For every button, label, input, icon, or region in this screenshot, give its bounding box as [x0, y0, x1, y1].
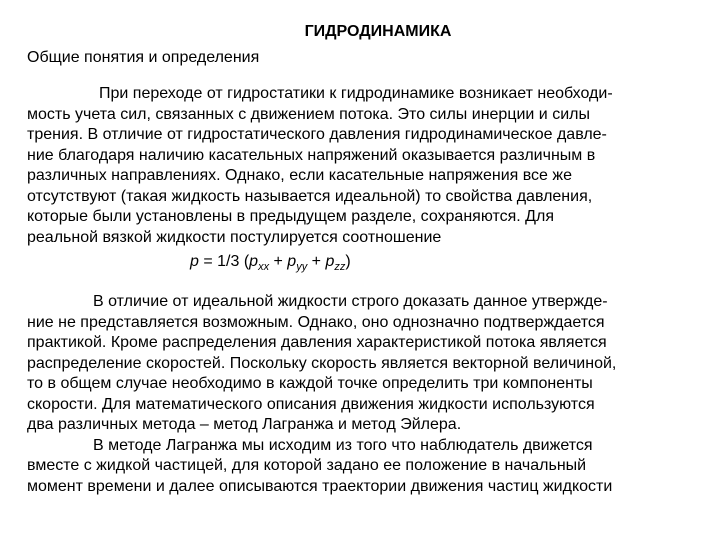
text-line: ние не представляется возможным. Однако, оно однозначно подтверждается: [27, 313, 605, 331]
text-line: два различных метода – метод Лагранжа и метод Эйлера.: [27, 416, 462, 433]
formula-subscript: xx: [258, 261, 270, 274]
formula-close: ): [345, 253, 351, 270]
formula-plus: +: [269, 253, 288, 270]
text-line: вместе с жидкой частицей, для которой задано ее положение в начальный: [27, 457, 587, 474]
formula-lhs: p: [190, 253, 199, 270]
paragraph-lagrange: [27, 436, 697, 498]
page-title: ГИДРОДИНАМИКА: [304, 23, 452, 40]
formula-eq: = 1/3 (: [198, 253, 250, 270]
formula-term: p: [287, 253, 297, 270]
formula-plus: +: [307, 253, 326, 270]
text-line: отсутствуют (такая жидкость называется идеальной) то свойства давления,: [27, 187, 593, 205]
text-line: скорости. Для математического описания движения жидкости используются: [27, 395, 595, 413]
text-line: реальной вязкой жидкости постулируется соотношение: [27, 228, 442, 246]
formula-subscript: yy: [296, 261, 308, 274]
text-line: то в общем случае необходимо в каждой точке определить три компоненты: [27, 375, 593, 392]
text-line: В отличие от идеальной жидкости строго доказать данное утвержде-: [93, 293, 608, 310]
paragraph-body: [27, 292, 697, 497]
text-line: которые были установлены в предыдущем разделе, сохраняются. Для: [27, 208, 555, 225]
paragraph-intro: [27, 84, 697, 248]
text-line: различных направлениях. Однако, если касательные напряжения все же: [27, 167, 572, 184]
pressure-formula: [190, 252, 351, 277]
text-line: При переходе от гидростатики к гидродинамике возникает необходи-: [99, 85, 613, 102]
text-line: мость учета сил, связанных с движением потока. Это силы инерции и силы: [27, 105, 590, 123]
text-line: распределение скоростей. Поскольку скорость является векторной величиной,: [27, 354, 617, 372]
section-subtitle: Общие понятия и определения: [27, 49, 260, 66]
formula-term: p: [325, 253, 335, 270]
formula-subscript: zz: [334, 261, 346, 274]
text-line: трения. В отличие от гидростатического давления гидродинамическое давле-: [27, 126, 607, 143]
text-line: В методе Лагранжа мы исходим из того что наблюдатель движется: [93, 436, 593, 454]
formula-term: p: [249, 253, 259, 270]
text-line: момент времени и далее описываются траектории движения частиц жидкости: [27, 477, 613, 495]
text-line: ние благодаря наличию касательных напряжений оказывается различным в: [27, 146, 596, 164]
text-line: практикой. Кроме распределения давления характеристикой потока является: [27, 334, 607, 351]
